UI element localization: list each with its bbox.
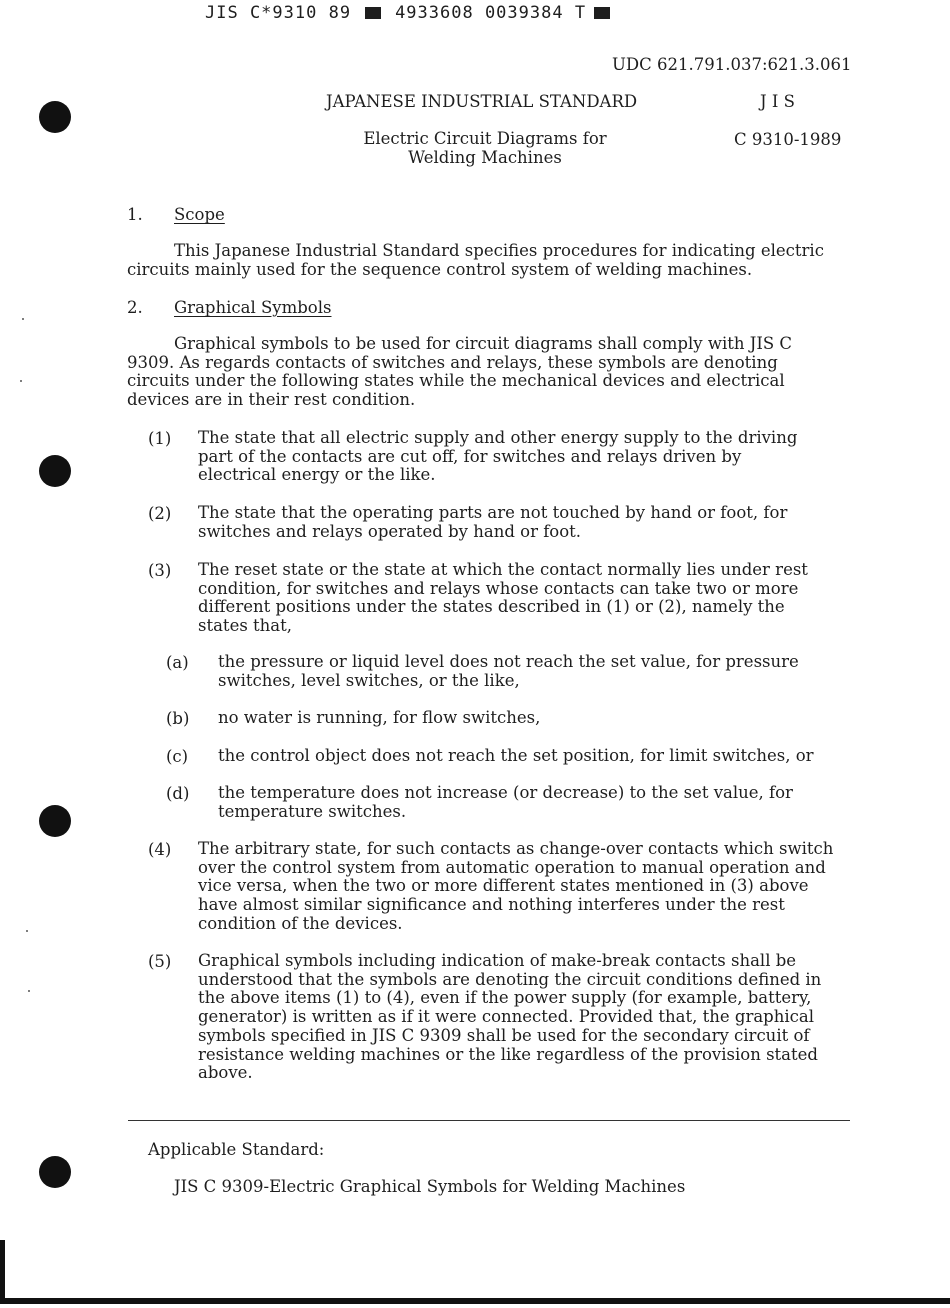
section-number: 1. (127, 205, 143, 224)
redaction-block (594, 7, 610, 19)
item-label: (1) (148, 429, 172, 448)
item-text: The arbitrary state, for such contacts as change-over contacts which switch over the control system from automatic operation to manual operation and vice versa, when the two or more different states mentioned in (3) above have almost similar significance and nothing interferes under the rest condition of the devices. (198, 839, 834, 933)
scan-speck (20, 380, 22, 382)
subitem-label: (b) (166, 709, 190, 728)
subitem-text: the pressure or liquid level does not reach the set value, for pressure switches, level switches, or the like, (218, 652, 799, 690)
subitem-text: the control object does not reach the set position, for limit switches, or (218, 746, 814, 765)
applicable-standard-text: JIS C 9309-Electric Graphical Symbols for Welding Machines (174, 1177, 686, 1196)
subitem-label: (d) (166, 784, 190, 803)
section-title: Graphical Symbols (174, 298, 332, 317)
document-number: C 9310-1989 (734, 130, 842, 149)
section-title: Scope (174, 205, 225, 224)
punch-hole (39, 455, 71, 487)
standard-title: JAPANESE INDUSTRIAL STANDARD (326, 92, 638, 111)
document-code-header (205, 3, 610, 23)
section-number: 2. (127, 298, 143, 317)
item-text: Graphical symbols including indication of make-break contacts shall be understood that the symbols are denoting the circuit conditions defined in the above items (1) to (4), even if the power supply (for example, battery, generator) is written as if it were connected. Provided that, the graphical symbols specified in JIS C 9309 shall be used for the secondary circuit of resistance welding machines or the like regardless of the provision stated above. (198, 951, 822, 1083)
jis-mark: J I S (760, 92, 795, 111)
scan-speck (22, 318, 24, 320)
udc-code: UDC 621.791.037:621.3.061 (612, 55, 852, 74)
subitem-text: the temperature does not increase (or decrease) to the set value, for temperature switches. (218, 783, 793, 821)
scan-speck (28, 990, 30, 992)
punch-hole (39, 1156, 71, 1188)
subitem-label: (a) (166, 653, 189, 672)
header-code-text-1: JIS C*9310 89 (205, 3, 352, 23)
document-title: Electric Circuit Diagrams for Welding Machines (363, 129, 607, 167)
scan-edge-bottom (0, 1298, 950, 1304)
footnote-divider (128, 1120, 850, 1121)
scan-speck (26, 930, 28, 932)
subitem-label: (c) (166, 747, 189, 766)
item-text: The reset state or the state at which the contact normally lies under rest condition, for switches and relays whose contacts can take two or more different positions under the states described in (1) or (2), namely the states that, (198, 560, 808, 636)
section-body: This Japanese Industrial Standard specifies procedures for indicating electric circuits mainly used for the sequence control system of welding machines. (127, 241, 824, 279)
header-code-text-2: 4933608 0039384 T (395, 3, 587, 23)
item-label: (3) (148, 561, 172, 580)
punch-hole (39, 101, 71, 133)
item-text: The state that the operating parts are not touched by hand or foot, for switches and relays operated by hand or foot. (198, 503, 788, 541)
item-label: (4) (148, 840, 172, 859)
punch-hole (39, 805, 71, 837)
applicable-standard-heading: Applicable Standard: (148, 1140, 325, 1159)
item-text: The state that all electric supply and other energy supply to the driving part of the contacts are cut off, for switches and relays driven by electrical energy or the like. (198, 428, 798, 485)
redaction-block (365, 7, 381, 19)
subitem-text: no water is running, for flow switches, (218, 708, 541, 727)
scan-edge-left (0, 1240, 5, 1302)
item-label: (2) (148, 504, 172, 523)
section-body: Graphical symbols to be used for circuit diagrams shall comply with JIS C 9309. As regards contacts of switches and relays, these symbols are denoting circuits under the following states while the mechanical devices and electrical devices are in their rest condition. (127, 334, 793, 410)
item-label: (5) (148, 952, 172, 971)
